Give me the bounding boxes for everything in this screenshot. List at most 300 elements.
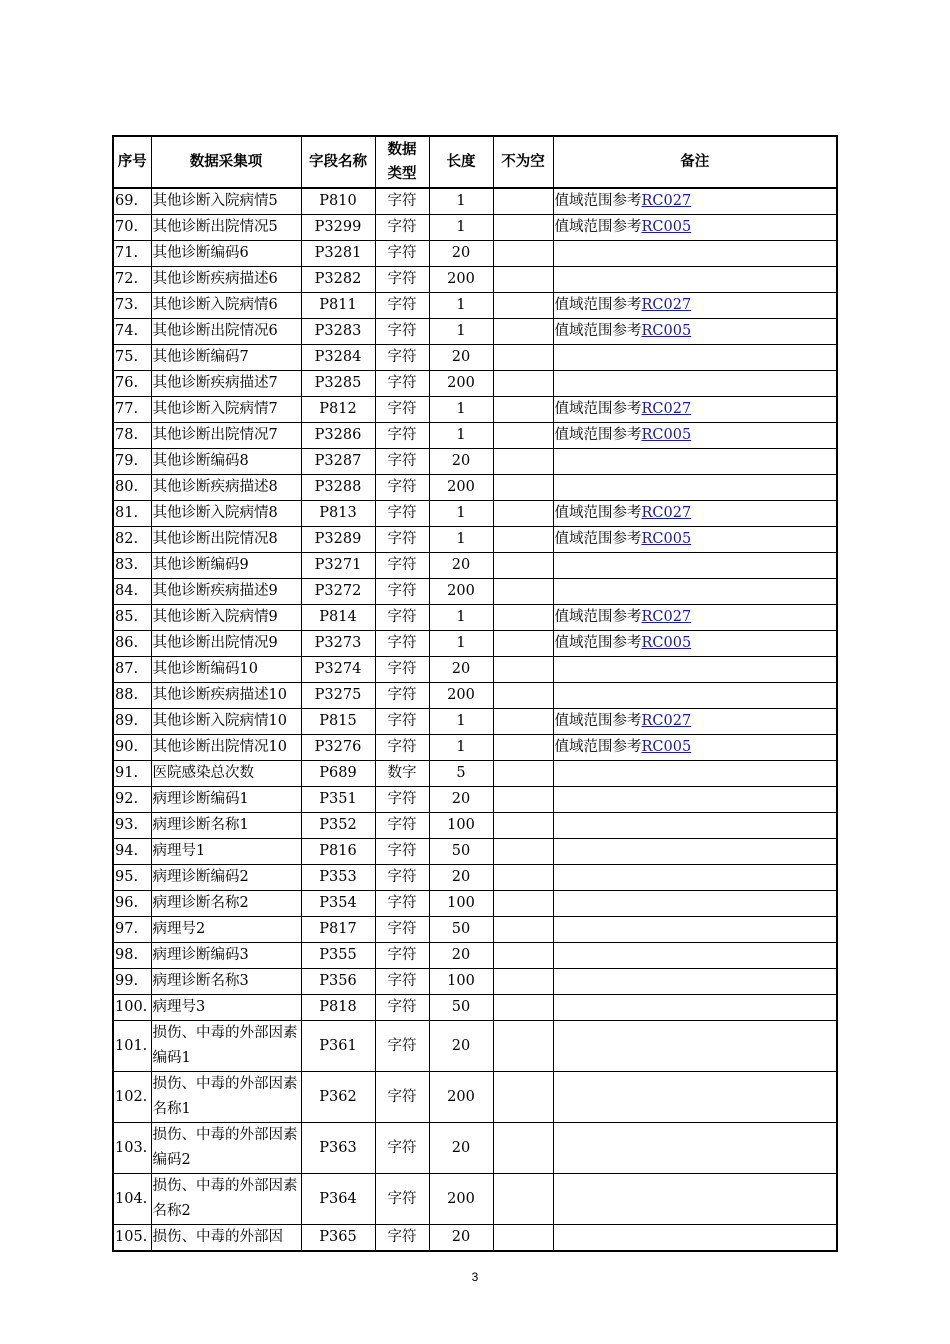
row-number: 98.: [113, 943, 151, 969]
row-length: 200: [429, 1072, 493, 1123]
row-data-type: 字符: [375, 527, 429, 553]
row-item: 其他诊断疾病描述7: [151, 371, 301, 397]
row-note: [553, 1225, 837, 1252]
row-length: 200: [429, 579, 493, 605]
row-field-name: P3287: [301, 449, 375, 475]
row-number: 85.: [113, 605, 151, 631]
row-number: 100.: [113, 995, 151, 1021]
row-length: 20: [429, 345, 493, 371]
table-row: [113, 579, 837, 605]
row-number: 96.: [113, 891, 151, 917]
row-field-name: P689: [301, 761, 375, 787]
row-note: [553, 761, 837, 787]
row-item: 病理诊断编码3: [151, 943, 301, 969]
row-number: 69.: [113, 188, 151, 215]
row-number: 92.: [113, 787, 151, 813]
row-data-type: 字符: [375, 371, 429, 397]
table-row: [113, 501, 837, 527]
row-item: 损伤、中毒的外部因素编码1: [151, 1021, 301, 1072]
row-field-name: P816: [301, 839, 375, 865]
table-row: [113, 553, 837, 579]
row-note: [553, 735, 837, 761]
row-field-name: P3272: [301, 579, 375, 605]
row-note: [553, 1072, 837, 1123]
row-number: 79.: [113, 449, 151, 475]
row-length: 20: [429, 1225, 493, 1252]
row-not-null: [493, 371, 553, 397]
row-not-null: [493, 1072, 553, 1123]
row-number: 78.: [113, 423, 151, 449]
row-data-type: 字符: [375, 293, 429, 319]
table-row: [113, 1123, 837, 1174]
row-number: 90.: [113, 735, 151, 761]
row-note: [553, 839, 837, 865]
row-not-null: [493, 787, 553, 813]
row-data-type: 字符: [375, 423, 429, 449]
row-not-null: [493, 891, 553, 917]
row-not-null: [493, 553, 553, 579]
row-item: 其他诊断疾病描述10: [151, 683, 301, 709]
row-number: 97.: [113, 917, 151, 943]
row-length: 1: [429, 501, 493, 527]
row-item: 其他诊断入院病情10: [151, 709, 301, 735]
row-data-type: 字符: [375, 865, 429, 891]
row-note: [553, 709, 837, 735]
row-length: 20: [429, 553, 493, 579]
row-data-type: 字符: [375, 501, 429, 527]
row-note: [553, 501, 837, 527]
table-row: [113, 345, 837, 371]
row-note: [553, 1021, 837, 1072]
row-item: 其他诊断入院病情9: [151, 605, 301, 631]
note-reference-link[interactable]: RC027: [641, 505, 692, 521]
row-length: 1: [429, 709, 493, 735]
row-not-null: [493, 995, 553, 1021]
row-data-type: 字符: [375, 813, 429, 839]
row-field-name: P3288: [301, 475, 375, 501]
note-text: 值域范围参考: [554, 323, 642, 339]
row-data-type: 字符: [375, 553, 429, 579]
row-field-name: P351: [301, 787, 375, 813]
row-number: 95.: [113, 865, 151, 891]
row-data-type: 字符: [375, 475, 429, 501]
header-dtype: [375, 136, 429, 188]
row-not-null: [493, 683, 553, 709]
row-field-name: P352: [301, 813, 375, 839]
row-item: 其他诊断入院病情6: [151, 293, 301, 319]
row-item: 损伤、中毒的外部因素编码2: [151, 1123, 301, 1174]
row-item: 其他诊断入院病情5: [151, 188, 301, 215]
row-item: 其他诊断疾病描述9: [151, 579, 301, 605]
row-length: 100: [429, 891, 493, 917]
row-item: 其他诊断疾病描述6: [151, 267, 301, 293]
data-field-table: [112, 135, 838, 1252]
row-not-null: [493, 241, 553, 267]
row-note: [553, 657, 837, 683]
note-text: 值域范围参考: [554, 713, 642, 729]
row-field-name: P3284: [301, 345, 375, 371]
row-number: 101.: [113, 1021, 151, 1072]
row-data-type: 字符: [375, 1174, 429, 1225]
row-note: [553, 579, 837, 605]
row-item: 病理诊断名称3: [151, 969, 301, 995]
table-row: [113, 397, 837, 423]
row-length: 20: [429, 865, 493, 891]
row-not-null: [493, 215, 553, 241]
table-row: [113, 969, 837, 995]
note-reference-link[interactable]: RC005: [641, 427, 692, 443]
row-note: [553, 215, 837, 241]
row-note: [553, 345, 837, 371]
row-data-type: 字符: [375, 943, 429, 969]
note-text: 值域范围参考: [554, 193, 642, 209]
row-length: 1: [429, 423, 493, 449]
header-length: 长度: [429, 136, 493, 188]
row-field-name: P3273: [301, 631, 375, 657]
row-number: 87.: [113, 657, 151, 683]
row-note: [553, 371, 837, 397]
row-number: 76.: [113, 371, 151, 397]
row-data-type: 字符: [375, 579, 429, 605]
row-field-name: P814: [301, 605, 375, 631]
page-number: 3: [471, 1270, 479, 1284]
row-number: 102.: [113, 1072, 151, 1123]
row-item: 损伤、中毒的外部因素名称2: [151, 1174, 301, 1225]
row-length: 200: [429, 371, 493, 397]
row-field-name: P3274: [301, 657, 375, 683]
table-row: [113, 787, 837, 813]
row-not-null: [493, 631, 553, 657]
table-row: [113, 423, 837, 449]
row-note: [553, 813, 837, 839]
table-row: [113, 917, 837, 943]
row-item: 其他诊断编码8: [151, 449, 301, 475]
row-not-null: [493, 423, 553, 449]
row-length: 200: [429, 683, 493, 709]
row-not-null: [493, 839, 553, 865]
row-note: [553, 475, 837, 501]
row-item: 其他诊断出院情况7: [151, 423, 301, 449]
row-note: [553, 943, 837, 969]
row-not-null: [493, 501, 553, 527]
row-field-name: P362: [301, 1072, 375, 1123]
row-length: 100: [429, 813, 493, 839]
row-data-type: 字符: [375, 449, 429, 475]
table-row: [113, 241, 837, 267]
row-length: 20: [429, 1123, 493, 1174]
row-note: [553, 397, 837, 423]
row-data-type: 字符: [375, 397, 429, 423]
note-reference-link[interactable]: RC005: [641, 635, 692, 651]
note-reference-link[interactable]: RC027: [641, 609, 692, 625]
table-row: [113, 1021, 837, 1072]
note-reference-link[interactable]: RC027: [641, 713, 692, 729]
row-item: 病理诊断名称2: [151, 891, 301, 917]
row-not-null: [493, 1225, 553, 1252]
table-row: [113, 475, 837, 501]
row-item: 其他诊断入院病情7: [151, 397, 301, 423]
header-item: 数据采集项: [151, 136, 301, 188]
note-text: 值域范围参考: [554, 635, 642, 651]
row-data-type: 字符: [375, 1021, 429, 1072]
table-row: [113, 527, 837, 553]
row-item: 其他诊断出院情况5: [151, 215, 301, 241]
row-number: 89.: [113, 709, 151, 735]
row-note: [553, 553, 837, 579]
table-row: [113, 605, 837, 631]
row-data-type: 字符: [375, 917, 429, 943]
row-data-type: 字符: [375, 891, 429, 917]
row-number: 103.: [113, 1123, 151, 1174]
row-item: 病理号3: [151, 995, 301, 1021]
header-notnull: 不为空: [493, 136, 553, 188]
row-length: 50: [429, 995, 493, 1021]
row-data-type: 字符: [375, 267, 429, 293]
row-data-type: 字符: [375, 1225, 429, 1252]
row-not-null: [493, 943, 553, 969]
row-item: 医院感染总次数: [151, 761, 301, 787]
row-data-type: 字符: [375, 995, 429, 1021]
row-data-type: 字符: [375, 969, 429, 995]
table-row: [113, 657, 837, 683]
row-item: 损伤、中毒的外部因: [151, 1225, 301, 1252]
row-length: 50: [429, 839, 493, 865]
row-number: 99.: [113, 969, 151, 995]
row-item: 病理诊断编码2: [151, 865, 301, 891]
row-data-type: 字符: [375, 839, 429, 865]
row-item: 其他诊断出院情况6: [151, 319, 301, 345]
row-number: 70.: [113, 215, 151, 241]
table-row: [113, 267, 837, 293]
row-item: 病理号2: [151, 917, 301, 943]
row-length: 1: [429, 631, 493, 657]
row-not-null: [493, 761, 553, 787]
row-field-name: P365: [301, 1225, 375, 1252]
row-not-null: [493, 319, 553, 345]
row-note: [553, 969, 837, 995]
row-data-type: 字符: [375, 319, 429, 345]
row-not-null: [493, 475, 553, 501]
row-data-type: 字符: [375, 605, 429, 631]
table-header-row: [113, 136, 837, 188]
row-length: 100: [429, 969, 493, 995]
row-field-name: P361: [301, 1021, 375, 1072]
table-row: [113, 683, 837, 709]
note-reference-link[interactable]: RC027: [641, 297, 692, 313]
table-row: [113, 761, 837, 787]
row-length: 1: [429, 319, 493, 345]
header-note: 备注: [553, 136, 837, 188]
row-note: [553, 423, 837, 449]
row-note: [553, 1174, 837, 1225]
row-item: 损伤、中毒的外部因素名称1: [151, 1072, 301, 1123]
table-row: [113, 1174, 837, 1225]
row-data-type: 字符: [375, 1123, 429, 1174]
row-field-name: P810: [301, 188, 375, 215]
table-row: [113, 865, 837, 891]
row-field-name: P811: [301, 293, 375, 319]
table-row: [113, 371, 837, 397]
row-field-name: P3281: [301, 241, 375, 267]
row-not-null: [493, 657, 553, 683]
row-note: [553, 631, 837, 657]
note-text: 值域范围参考: [554, 427, 642, 443]
row-number: 81.: [113, 501, 151, 527]
table-body: [113, 188, 837, 1251]
row-data-type: 字符: [375, 188, 429, 215]
table-row: [113, 891, 837, 917]
row-field-name: P354: [301, 891, 375, 917]
note-reference-link[interactable]: RC005: [641, 219, 692, 235]
row-note: [553, 917, 837, 943]
row-field-name: P3299: [301, 215, 375, 241]
row-data-type: 字符: [375, 735, 429, 761]
row-not-null: [493, 293, 553, 319]
row-not-null: [493, 527, 553, 553]
row-note: [553, 449, 837, 475]
note-text: 值域范围参考: [554, 219, 642, 235]
table-row: [113, 1072, 837, 1123]
row-length: 1: [429, 527, 493, 553]
row-not-null: [493, 188, 553, 215]
row-length: 200: [429, 1174, 493, 1225]
row-field-name: P818: [301, 995, 375, 1021]
note-text: 值域范围参考: [554, 609, 642, 625]
row-note: [553, 267, 837, 293]
row-item: 其他诊断编码10: [151, 657, 301, 683]
row-not-null: [493, 735, 553, 761]
row-field-name: P815: [301, 709, 375, 735]
row-number: 86.: [113, 631, 151, 657]
row-length: 20: [429, 449, 493, 475]
row-not-null: [493, 865, 553, 891]
row-length: 20: [429, 657, 493, 683]
row-data-type: 字符: [375, 215, 429, 241]
row-data-type: 字符: [375, 241, 429, 267]
row-number: 75.: [113, 345, 151, 371]
row-not-null: [493, 605, 553, 631]
row-length: 1: [429, 605, 493, 631]
row-note: [553, 319, 837, 345]
note-reference-link[interactable]: RC005: [641, 323, 692, 339]
row-length: 1: [429, 293, 493, 319]
row-not-null: [493, 397, 553, 423]
row-field-name: P812: [301, 397, 375, 423]
note-text: 值域范围参考: [554, 505, 642, 521]
row-data-type: 字符: [375, 683, 429, 709]
row-field-name: P364: [301, 1174, 375, 1225]
row-item: 其他诊断编码6: [151, 241, 301, 267]
row-note: [553, 605, 837, 631]
row-length: 1: [429, 397, 493, 423]
row-length: 5: [429, 761, 493, 787]
row-data-type: 字符: [375, 345, 429, 371]
table-row: [113, 319, 837, 345]
row-not-null: [493, 917, 553, 943]
header-dtype-line1: 数据: [387, 142, 417, 158]
row-field-name: P3271: [301, 553, 375, 579]
row-number: 82.: [113, 527, 151, 553]
table-row: [113, 709, 837, 735]
table-row: [113, 449, 837, 475]
row-note: [553, 241, 837, 267]
table-row: [113, 839, 837, 865]
row-note: [553, 787, 837, 813]
row-number: 91.: [113, 761, 151, 787]
row-field-name: P3286: [301, 423, 375, 449]
note-reference-link[interactable]: RC005: [641, 739, 692, 755]
row-field-name: P3282: [301, 267, 375, 293]
note-text: 值域范围参考: [554, 401, 642, 417]
note-text: 值域范围参考: [554, 297, 642, 313]
row-number: 105.: [113, 1225, 151, 1252]
row-item: 其他诊断入院病情8: [151, 501, 301, 527]
table-row: [113, 995, 837, 1021]
note-text: 值域范围参考: [554, 531, 642, 547]
row-number: 83.: [113, 553, 151, 579]
row-field-name: P3285: [301, 371, 375, 397]
row-not-null: [493, 449, 553, 475]
row-item: 其他诊断疾病描述8: [151, 475, 301, 501]
row-number: 71.: [113, 241, 151, 267]
row-note: [553, 995, 837, 1021]
row-not-null: [493, 267, 553, 293]
row-not-null: [493, 1123, 553, 1174]
row-length: 1: [429, 215, 493, 241]
row-number: 72.: [113, 267, 151, 293]
row-field-name: P3275: [301, 683, 375, 709]
row-number: 74.: [113, 319, 151, 345]
row-item: 其他诊断出院情况9: [151, 631, 301, 657]
table-row: [113, 188, 837, 215]
note-reference-link[interactable]: RC005: [641, 531, 692, 547]
note-reference-link[interactable]: RC027: [641, 193, 692, 209]
row-field-name: P3276: [301, 735, 375, 761]
row-not-null: [493, 813, 553, 839]
row-note: [553, 188, 837, 215]
row-number: 73.: [113, 293, 151, 319]
header-no: 序号: [113, 136, 151, 188]
row-number: 84.: [113, 579, 151, 605]
header-dtype-line2: 类型: [387, 166, 417, 182]
table-row: [113, 735, 837, 761]
row-note: [553, 1123, 837, 1174]
row-number: 88.: [113, 683, 151, 709]
row-number: 77.: [113, 397, 151, 423]
row-item: 其他诊断出院情况8: [151, 527, 301, 553]
row-not-null: [493, 345, 553, 371]
row-data-type: 数字: [375, 761, 429, 787]
row-field-name: P353: [301, 865, 375, 891]
row-number: 80.: [113, 475, 151, 501]
row-item: 其他诊断编码7: [151, 345, 301, 371]
note-reference-link[interactable]: RC027: [641, 401, 692, 417]
row-not-null: [493, 1174, 553, 1225]
row-field-name: P3289: [301, 527, 375, 553]
row-length: 20: [429, 943, 493, 969]
row-number: 104.: [113, 1174, 151, 1225]
row-field-name: P817: [301, 917, 375, 943]
header-field: 字段名称: [301, 136, 375, 188]
table-row: [113, 215, 837, 241]
row-data-type: 字符: [375, 657, 429, 683]
row-not-null: [493, 709, 553, 735]
note-text: 值域范围参考: [554, 739, 642, 755]
row-field-name: P3283: [301, 319, 375, 345]
row-not-null: [493, 969, 553, 995]
row-length: 20: [429, 1021, 493, 1072]
table-row: [113, 631, 837, 657]
